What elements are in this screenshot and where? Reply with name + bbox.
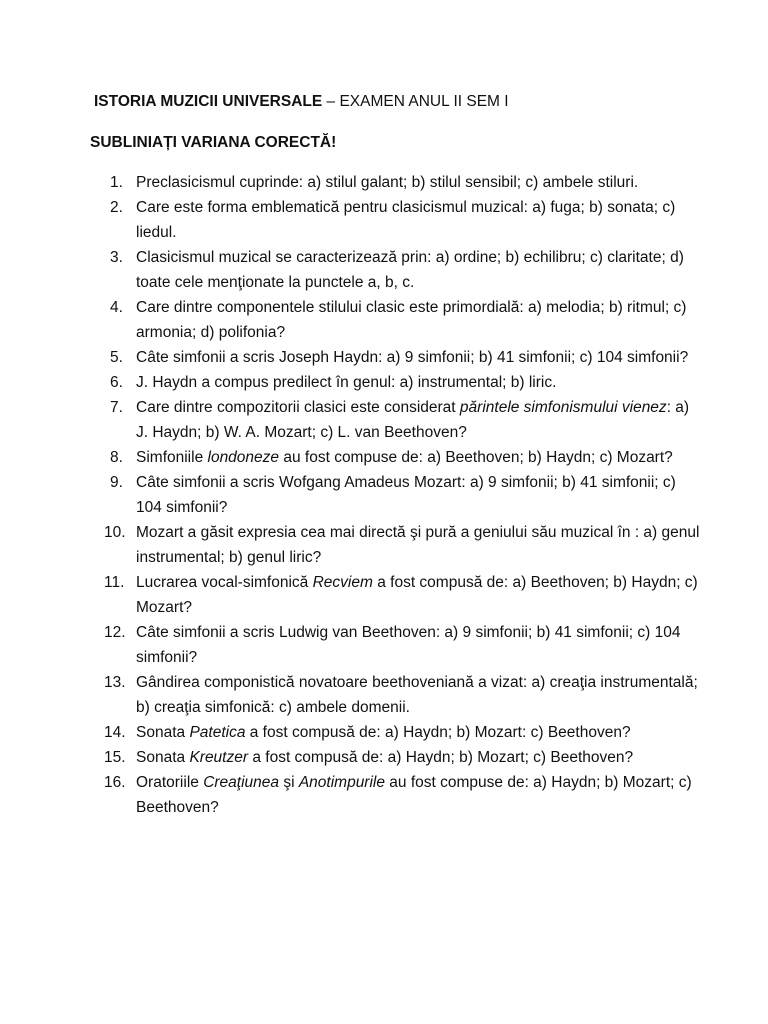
question-text: a fost compusă de: a) Beethoven; b) Haydn; c) Mozart? — [136, 574, 698, 616]
question-text: J. Haydn a compus predilect în genul: a) instrumental; b) liric. — [136, 374, 557, 391]
question-text: Simfoniile — [136, 449, 208, 466]
question-text: Sonata — [136, 749, 190, 766]
question-11 — [104, 570, 700, 620]
question-9 — [110, 470, 700, 520]
question-10 — [104, 520, 700, 570]
question-list — [104, 170, 700, 820]
question-8 — [110, 445, 700, 470]
question-number: 7. — [110, 399, 123, 416]
question-text: au fost compuse de: a) Beethoven; b) Haydn; c) Mozart? — [279, 449, 673, 466]
question-number: 6. — [110, 374, 123, 391]
question-15 — [104, 745, 700, 770]
question-number: 9. — [110, 474, 123, 491]
emphasis-text: Anotimpurile — [298, 774, 385, 791]
question-14 — [104, 720, 700, 745]
emphasis-text: Creaţiunea — [203, 774, 280, 791]
question-6 — [110, 370, 700, 395]
instruction: SUBLINIAȚI VARIANA CORECTĂ! — [90, 134, 337, 151]
question-2 — [110, 195, 700, 245]
question-text: au fost compuse de: a) Haydn; b) Mozart; c) Beethoven? — [136, 774, 692, 816]
emphasis-text: londoneze — [207, 449, 280, 466]
question-text: Care dintre compozitorii clasici este considerat — [136, 399, 460, 416]
question-16 — [104, 770, 700, 820]
question-number: 13. — [104, 674, 126, 691]
question-text: şi — [279, 774, 299, 791]
emphasis-text: părintele simfonismului vienez — [459, 399, 667, 416]
question-number: 4. — [110, 299, 123, 316]
exam-label: – EXAMEN ANUL II SEM I — [322, 93, 509, 110]
question-text: Care dintre componentele stilului clasic este primordială: a) melodia; b) ritmul; c) armonia; d) polifonia? — [136, 299, 687, 341]
question-number: 5. — [110, 349, 123, 366]
question-number: 14. — [104, 724, 126, 741]
question-number: 10. — [104, 524, 126, 541]
question-13 — [104, 670, 700, 720]
question-4 — [110, 295, 700, 345]
question-text: Lucrarea vocal-simfonică — [136, 574, 313, 591]
question-text: : a) J. Haydn; b) W. A. Mozart; c) L. van Beethoven? — [136, 399, 690, 441]
emphasis-text: Patetica — [189, 724, 246, 741]
question-text: Preclasicismul cuprinde: a) stilul galant; b) stilul sensibil; c) ambele stiluri. — [136, 174, 639, 191]
question-number: 8. — [110, 449, 123, 466]
question-number: 16. — [104, 774, 126, 791]
emphasis-text: Kreutzer — [189, 749, 249, 766]
question-number: 12. — [104, 624, 126, 641]
question-text: a fost compusă de: a) Haydn; b) Mozart: c) Beethoven? — [245, 724, 631, 741]
question-7 — [110, 395, 700, 445]
question-text: Sonata — [136, 724, 190, 741]
question-text: Gândirea componistică novatoare beethoveniană a vizat: a) creaţia instrumentală; b) creaţia simfonică: c) ambele domenii. — [136, 674, 698, 716]
question-12 — [104, 620, 700, 670]
question-1 — [110, 170, 700, 195]
question-number: 2. — [110, 199, 123, 216]
question-text: Câte simfonii a scris Ludwig van Beethoven: a) 9 simfonii; b) 41 simfonii; c) 104 simfonii? — [136, 624, 681, 666]
question-text: a fost compusă de: a) Haydn; b) Mozart; c) Beethoven? — [248, 749, 634, 766]
question-3 — [110, 245, 700, 295]
question-text: Clasicismul muzical se caracterizează prin: a) ordine; b) echilibru; c) claritate; d) toate cele menţionate la punctele a, b, c. — [136, 249, 684, 291]
question-number: 15. — [104, 749, 126, 766]
question-number: 1. — [110, 174, 123, 191]
question-5 — [110, 345, 700, 370]
question-text: Care este forma emblematică pentru clasicismul muzical: a) fuga; b) sonata; c) liedul. — [136, 199, 676, 241]
course-name: ISTORIA MUZICII UNIVERSALE — [94, 93, 323, 110]
question-number: 11. — [104, 574, 125, 591]
question-number: 3. — [110, 249, 123, 266]
question-text: Câte simfonii a scris Joseph Haydn: a) 9 simfonii; b) 41 simfonii; c) 104 simfonii? — [136, 349, 689, 366]
question-text: Oratoriile — [136, 774, 204, 791]
question-text: Mozart a găsit expresia cea mai directă şi pură a geniului său muzical în : a) genul instrumental; b) genul liric? — [136, 524, 700, 566]
emphasis-text: Recviem — [312, 574, 373, 591]
question-text: Câte simfonii a scris Wofgang Amadeus Mozart: a) 9 simfonii; b) 41 simfonii; c) 104 simfonii? — [136, 474, 676, 516]
exam-title — [94, 93, 509, 111]
